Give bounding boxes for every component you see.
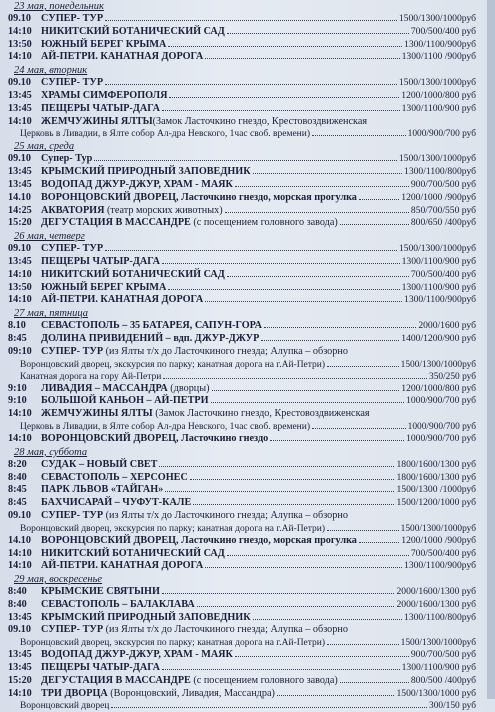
excursion-title: ДЕГУСТАЦИЯ В МАССАНДРЕ	[41, 674, 191, 686]
excursion-title: ПЕЩЕРЫ ЧАТЫР-ДАГА	[41, 102, 160, 114]
excursion-title: НИКИТСКИЙ БОТАНИЧЕСКИЙ САД	[41, 25, 225, 37]
excursion-time: 14:10	[8, 560, 32, 572]
excursion-time: 15:20	[8, 217, 32, 229]
excursion-time: 8.10	[8, 320, 26, 332]
excursion-time: 14.10	[8, 191, 31, 203]
excursion-name	[41, 39, 166, 52]
excursion-name	[41, 599, 195, 612]
excursion-row	[6, 256, 476, 269]
excursion-time: 09.10	[8, 243, 31, 255]
excursion-name	[41, 548, 225, 561]
note-text: Канатная дорога на гору Ай-Петри	[20, 371, 162, 382]
excursion-name	[41, 433, 268, 446]
excursion-time: 09:10	[8, 345, 32, 357]
excursion-title: ПЕЩЕРЫ ЧАТЫР-ДАГА	[41, 255, 160, 267]
note-text: Воронцовский дворец, экскурсия по парку; канатная дорога на г.Ай-Петри)	[20, 523, 326, 534]
excursion-price: 1000/900/700 руб	[406, 395, 476, 407]
excursion-time: 09.10	[8, 624, 31, 636]
excursion-time: 13:45	[8, 166, 32, 178]
excursion-title: АЙ-ПЕТРИ. КАНАТНАЯ ДОРОГА	[41, 560, 204, 572]
excursion-price: 1400/1200/900 руб	[401, 332, 476, 344]
dot-leader	[312, 428, 406, 429]
excursion-time: 09.10	[8, 153, 31, 165]
excursion-row	[6, 433, 476, 446]
dot-leader	[205, 301, 402, 302]
excursion-name	[41, 662, 160, 675]
excursion-time: 14:10	[8, 547, 32, 559]
excursion-row	[6, 51, 476, 64]
excursion-row	[6, 179, 476, 192]
excursion-name	[41, 192, 357, 205]
dot-leader	[111, 707, 427, 708]
excursion-title: ЖЕМЧУЖИНЫ ЯЛТЫ	[41, 408, 153, 420]
excursion-title: ЖЕМЧУЖИНЫ ЯЛТЫ	[41, 115, 153, 127]
excursion-price: 1300/1100/900 руб	[401, 255, 476, 267]
excursion-time: 9:10	[8, 395, 27, 407]
excursion-time: 13:45	[8, 178, 32, 190]
dot-leader	[162, 669, 400, 670]
excursion-price: 700/500/400 руб	[410, 268, 476, 280]
dot-leader	[264, 327, 416, 328]
day-heading: 27 мая, пятница	[14, 308, 89, 320]
excursion-row	[6, 649, 476, 662]
excursion-row	[6, 535, 476, 548]
excursion-time: 14:10	[8, 294, 32, 306]
excursion-name	[41, 333, 259, 346]
excursion-note	[6, 128, 476, 140]
excursion-time: 14:10	[8, 51, 32, 63]
excursion-time: 13:45	[8, 649, 32, 661]
dot-leader	[159, 466, 394, 467]
dot-leader	[212, 390, 400, 391]
excursion-price: 1300/1100/800руб	[404, 166, 476, 178]
excursion-title: СУПЕР- ТУР	[41, 345, 104, 357]
excursion-time: 09.10	[8, 509, 31, 521]
excursion-title: БАХЧИСАРАЙ – ЧУФУТ-КАЛЕ	[41, 497, 192, 509]
excursion-time: 8:40	[8, 598, 27, 610]
excursion-name	[41, 103, 160, 116]
excursion-name	[41, 282, 166, 295]
excursion-title: КРЫМСКИЕ СВЯТЫНИ	[41, 586, 160, 598]
day-heading: 25 мая, среда	[14, 141, 75, 153]
excursion-title: ВОДОПАД ДЖУР-ДЖУР, ХРАМ - МАЯК	[41, 178, 233, 190]
excursion-price: 1200/1000/800 руб	[401, 382, 476, 394]
excursion-time: 14:25	[8, 204, 32, 216]
excursion-title: НИКИТСКИЙ БОТАНИЧЕСКИЙ САД	[41, 547, 225, 559]
excursion-time: 8:40	[8, 471, 27, 483]
excursion-row	[6, 26, 476, 39]
excursion-row	[6, 484, 476, 497]
excursion-name	[41, 269, 225, 282]
excursion-name	[41, 560, 203, 573]
excursion-title: СУПЕР- ТУР	[41, 77, 104, 89]
excursion-title: СУПЕР- ТУР	[41, 624, 104, 636]
excursion-name	[41, 166, 251, 179]
dot-leader	[235, 656, 409, 657]
excursion-details: (из Ялты т/х до Ласточкиного гнезда; Алупка – обзорно	[103, 509, 348, 521]
excursion-row	[6, 333, 476, 346]
excursion-title: СУДАК – НОВЫЙ СВЕТ	[41, 458, 158, 470]
excursion-title: ПАРК ЛЬВОВ «ТАЙГАН»	[41, 484, 164, 496]
excursion-price: 1500/1300/1000 руб	[396, 687, 476, 699]
excursion-title: ВОРОНЦОВСКИЙ ДВОРЕЦ, Ласточкино гнездо, морская прогулка	[41, 191, 357, 203]
excursion-name	[41, 649, 233, 662]
excursion-row	[6, 39, 476, 52]
day-heading: 28 мая, суббота	[14, 446, 88, 458]
excursion-price: 1500/1300/1000руб	[398, 13, 476, 24]
dot-leader	[197, 606, 395, 607]
excursion-price: 700/500/400 руб	[410, 25, 476, 37]
dot-leader	[277, 695, 395, 696]
dot-leader	[312, 135, 406, 136]
excursion-name	[41, 472, 188, 485]
excursion-time: 9:10	[8, 382, 27, 394]
excursion-note	[6, 421, 476, 433]
excursion-row	[6, 408, 476, 421]
excursion-row	[6, 90, 476, 103]
dot-leader	[168, 289, 399, 290]
excursion-time: 09.10	[8, 13, 31, 24]
excursion-name	[41, 395, 209, 408]
excursion-name	[41, 51, 203, 64]
excursion-name	[41, 217, 338, 230]
excursion-price: 1000/900/700 руб	[407, 129, 476, 140]
excursion-name	[41, 675, 338, 688]
dot-leader	[327, 530, 399, 531]
excursion-name	[41, 510, 348, 523]
excursion-row	[6, 77, 476, 90]
excursion-title: АЙ-ПЕТРИ. КАНАТНАЯ ДОРОГА	[41, 51, 204, 63]
excursion-price: 350/250 руб	[429, 371, 476, 382]
dot-leader	[340, 682, 409, 683]
excursion-note	[6, 637, 476, 649]
day-heading: 24 мая, вторник	[14, 65, 88, 77]
excursion-row	[6, 662, 476, 675]
excursion-name	[41, 13, 103, 26]
excursion-row	[6, 459, 476, 472]
excursion-row	[6, 612, 476, 625]
excursion-time: 14:10	[8, 25, 32, 37]
excursion-row	[6, 166, 476, 179]
excursion-row	[6, 243, 476, 256]
excursion-title: КРЫМСКИЙ ПРИРОДНЫЙ ЗАПОВЕДНИК	[41, 611, 251, 623]
excursion-row	[6, 548, 476, 561]
excursion-row	[6, 116, 476, 129]
excursion-row	[6, 510, 476, 523]
excursion-row	[6, 205, 476, 218]
excursion-title: ЛИВАДИЯ – МАССАНДРА	[41, 382, 168, 394]
excursion-time: 8:20	[8, 458, 27, 470]
excursion-name	[41, 624, 348, 637]
excursion-time: 13:50	[8, 281, 32, 293]
excursion-row	[6, 624, 476, 637]
dot-leader	[270, 440, 404, 441]
excursion-title: ВОРОНЦОВСКИЙ ДВОРЕЦ, Ласточкино гнездо	[41, 432, 269, 444]
dot-leader	[253, 173, 402, 174]
excursion-price: 1300/1100/900 руб	[401, 662, 476, 674]
dot-leader	[327, 644, 399, 645]
excursion-time: 13:50	[8, 38, 32, 50]
day-heading: 29 мая, воскресенье	[14, 574, 103, 586]
excursion-time: 15:20	[8, 674, 32, 686]
excursion-title: ХРАМЫ СИМФЕРОПОЛЯ	[41, 89, 168, 101]
excursion-price: 1300/1100/900руб	[404, 38, 476, 50]
excursion-details: (с посещением головного завода)	[190, 674, 338, 686]
excursion-price: 1500/1300/1000руб	[400, 359, 476, 370]
excursion-details: (Замок Ласточкино гнездо, Крестовоздвиженская	[152, 408, 370, 420]
excursion-row	[6, 675, 476, 688]
excursion-name	[41, 256, 160, 269]
excursion-price: 1300/1100/900 руб	[401, 102, 476, 114]
excursion-price: 1500/1200/1000 руб	[396, 497, 476, 509]
note-text: Воронцовский дворец	[20, 701, 110, 712]
excursion-note	[6, 371, 476, 383]
excursion-name	[41, 294, 203, 307]
excursion-time: 09.10	[8, 77, 31, 89]
excursion-details: (театр морских животных)	[104, 204, 223, 216]
excursion-row	[6, 282, 476, 295]
excursion-name	[41, 320, 262, 333]
day-heading: 23 мая, понедельник	[14, 1, 104, 12]
excursion-name	[41, 586, 160, 599]
excursion-time: 14:10	[8, 268, 32, 280]
excursion-price: 1000/900/700 руб	[407, 421, 476, 432]
excursion-row	[6, 153, 476, 166]
excursion-price: 700/500/400 руб	[410, 547, 476, 559]
excursion-title: СУПЕР- ТУР	[41, 243, 104, 255]
excursion-price: 2000/1600/1300 руб	[396, 598, 476, 610]
excursion-price: 1500/1300 /1000руб	[396, 484, 476, 496]
excursion-name	[41, 90, 167, 103]
excursion-details: (Воронцовский, Ливадия, Массандра)	[107, 687, 275, 699]
excursion-name	[41, 383, 210, 396]
excursion-price: 800/500 /400руб	[410, 674, 476, 686]
excursion-name	[41, 497, 191, 510]
excursion-row	[6, 395, 476, 408]
dot-leader	[359, 199, 399, 200]
excursion-row	[6, 383, 476, 396]
dot-leader	[211, 402, 405, 403]
dot-leader	[227, 276, 409, 277]
excursion-note	[6, 523, 476, 535]
excursion-time: 13:45	[8, 662, 32, 674]
schedule-sheet	[6, 0, 476, 712]
excursion-name	[41, 179, 233, 192]
dot-leader	[327, 366, 399, 367]
excursion-name	[41, 408, 370, 421]
excursion-time: 14.10	[8, 534, 31, 546]
excursion-price: 1300/1100 /900руб	[401, 51, 476, 63]
page-edge	[487, 0, 495, 699]
excursion-price: 2000/1600/1300 руб	[396, 586, 476, 598]
dot-leader	[94, 160, 397, 161]
excursion-time: 14:10	[8, 115, 32, 127]
dot-leader	[340, 224, 409, 225]
excursion-details: (Замок Ласточкино гнездо, Крестовоздвиженская	[152, 115, 368, 127]
excursion-title: ВОРОНЦОВСКИЙ ДВОРЕЦ, Ласточкино гнездо, морская прогулка	[41, 534, 357, 546]
excursion-price: 1500/1300/1000руб	[400, 523, 476, 534]
dot-leader	[205, 567, 402, 568]
excursion-title: СЕВАСТОПОЛЬ – ХЕРСОНЕС	[41, 471, 188, 483]
dot-leader	[193, 504, 394, 505]
excursion-row	[6, 217, 476, 230]
excursion-price: 2000/1600 руб	[418, 320, 476, 332]
excursion-title: БОЛЬШОЙ КАНЬОН – АЙ-ПЕТРИ	[41, 395, 209, 407]
excursion-price: 1200/1000 /900руб	[401, 534, 476, 546]
note-text: Воронцовский дворец, экскурсия по парку; канатная дорога на г.Ай-Петри)	[20, 359, 326, 370]
excursion-row	[6, 497, 476, 510]
excursion-name	[41, 459, 157, 472]
dot-leader	[168, 46, 402, 47]
excursion-price: 900/700/500 руб	[410, 649, 476, 661]
excursion-time: 8:45	[8, 332, 27, 344]
excursion-title: АЙ-ПЕТРИ. КАНАТНАЯ ДОРОГА	[41, 294, 204, 306]
excursion-note	[6, 700, 476, 712]
excursion-price: 900/700/500 руб	[410, 178, 476, 190]
excursion-title: Супер- Тур	[41, 153, 93, 165]
excursion-name	[41, 346, 348, 359]
note-text: Воронцовский дворец, экскурсия по парку; канатная дорога на г.Ай-Петри)	[20, 638, 326, 649]
dot-leader	[163, 378, 427, 379]
excursion-price: 1200/1000/800 руб	[401, 89, 476, 101]
excursion-price: 1200/1000 /900руб	[401, 191, 476, 203]
excursion-name	[41, 205, 223, 218]
excursion-price: 1800/1600/1300 руб	[396, 458, 476, 470]
excursion-details: (из Ялты т/х до Ласточкиного гнезда; Алупка – обзорно	[103, 624, 348, 636]
dot-leader	[225, 212, 409, 213]
excursion-time: 14:10	[8, 408, 32, 420]
excursion-price: 1500/1300/1000руб	[398, 77, 476, 89]
excursion-price: 850/700/550 руб	[410, 204, 476, 216]
excursion-row	[6, 192, 476, 205]
excursion-title: АКВАТОРИЯ	[41, 204, 105, 216]
excursion-time: 14:10	[8, 687, 32, 699]
dot-leader	[105, 84, 397, 85]
excursion-name	[41, 116, 367, 129]
excursion-price: 1500/1300/1000руб	[398, 153, 476, 165]
dot-leader	[162, 593, 395, 594]
excursion-title: ДОЛИНА ПРИВИДЕНИЙ – вдп. ДЖУР-ДЖУР	[41, 332, 260, 344]
dot-leader	[227, 555, 409, 556]
excursion-time: 8:45	[8, 484, 27, 496]
dot-leader	[359, 542, 399, 543]
excursion-title: СЕВАСТОПОЛЬ – 35 БАТАРЕЯ, САПУН-ГОРА	[41, 320, 262, 332]
dot-leader	[227, 33, 409, 34]
excursion-row	[6, 560, 476, 573]
excursion-row	[6, 599, 476, 612]
excursion-details: (с посещением головного завода)	[190, 217, 338, 229]
excursion-note	[6, 359, 476, 371]
excursion-price: 1300/1100/900 руб	[401, 281, 476, 293]
dot-leader	[162, 110, 400, 111]
excursion-time: 13:45	[8, 102, 32, 114]
excursion-price: 1300/1100/800руб	[404, 611, 476, 623]
excursion-name	[41, 612, 251, 625]
dot-leader	[165, 491, 394, 492]
excursion-title: СЕВАСТОПОЛЬ – БАЛАКЛАВА	[41, 598, 195, 610]
dot-leader	[253, 619, 402, 620]
excursion-row	[6, 320, 476, 333]
excursion-details: (дворцы)	[167, 382, 210, 394]
excursion-row	[6, 13, 476, 26]
excursion-time: 8:45	[8, 497, 27, 509]
excursion-row	[6, 586, 476, 599]
excursion-price: 1000/900/700 руб	[406, 432, 476, 444]
excursion-name	[41, 26, 225, 39]
excursion-title: ТРИ ДВОРЦА	[41, 687, 108, 699]
excursion-name	[41, 243, 103, 256]
excursion-price: 1800/1600/1300 руб	[396, 471, 476, 483]
day-heading: 26 мая, четверг	[14, 231, 85, 243]
dot-leader	[261, 340, 399, 341]
excursion-title: ЮЖНЫЙ БЕРЕГ КРЫМА	[41, 38, 167, 50]
excursion-name	[41, 77, 103, 90]
excursion-title: КРЫМСКИЙ ПРИРОДНЫЙ ЗАПОВЕДНИК	[41, 166, 251, 178]
excursion-time: 13:45	[8, 611, 32, 623]
excursion-row	[6, 294, 476, 307]
note-text: Церковь в Ливадии, в Ялте собор Ал-дра Невского, 1час своб. времени)	[20, 129, 311, 140]
excursion-price: 1300/1100/900руб	[404, 294, 476, 306]
excursion-time: 14:10	[8, 432, 32, 444]
dot-leader	[105, 20, 397, 21]
excursion-name	[41, 484, 163, 497]
excursion-time: 13:45	[8, 255, 32, 267]
excursion-title: ПЕЩЕРЫ ЧАТЫР-ДАГА	[41, 662, 160, 674]
excursion-row	[6, 103, 476, 116]
excursion-title: СУПЕР- ТУР	[41, 509, 104, 521]
excursion-row	[6, 346, 476, 359]
excursion-time: 13:45	[8, 89, 32, 101]
excursion-price: 1500/1300/1000руб	[398, 243, 476, 255]
excursion-price: 1300/1100/900руб	[404, 560, 476, 572]
excursion-time: 8:40	[8, 586, 27, 598]
dot-leader	[162, 263, 400, 264]
note-text: Церковь в Ливадии, в Ялте собор Ал-дра Невского, 1час своб. времени)	[20, 421, 311, 432]
excursion-title: НИКИТСКИЙ БОТАНИЧЕСКИЙ САД	[41, 268, 225, 280]
excursion-title: ВОДОПАД ДЖУР-ДЖУР, ХРАМ - МАЯК	[41, 649, 233, 661]
dot-leader	[190, 479, 395, 480]
dot-leader	[205, 58, 399, 59]
excursion-title: ЮЖНЫЙ БЕРЕГ КРЫМА	[41, 281, 167, 293]
dot-leader	[169, 97, 399, 98]
excursion-name	[41, 535, 357, 548]
excursion-row	[6, 472, 476, 485]
excursion-price: 1500/1300/1000руб	[400, 638, 476, 649]
excursion-price: 300/150 руб	[429, 701, 476, 712]
excursion-details: (из Ялты т/х до Ласточкиного гнезда; Алупка – обзорно	[103, 345, 348, 357]
excursion-price: 800/650 /400руб	[410, 217, 476, 229]
excursion-title: ДЕГУСТАЦИЯ В МАССАНДРЕ	[41, 217, 191, 229]
dot-leader	[235, 186, 409, 187]
excursion-title: СУПЕР- ТУР	[41, 13, 104, 24]
dot-leader	[105, 250, 397, 251]
excursion-name	[41, 153, 92, 166]
excursion-row	[6, 269, 476, 282]
